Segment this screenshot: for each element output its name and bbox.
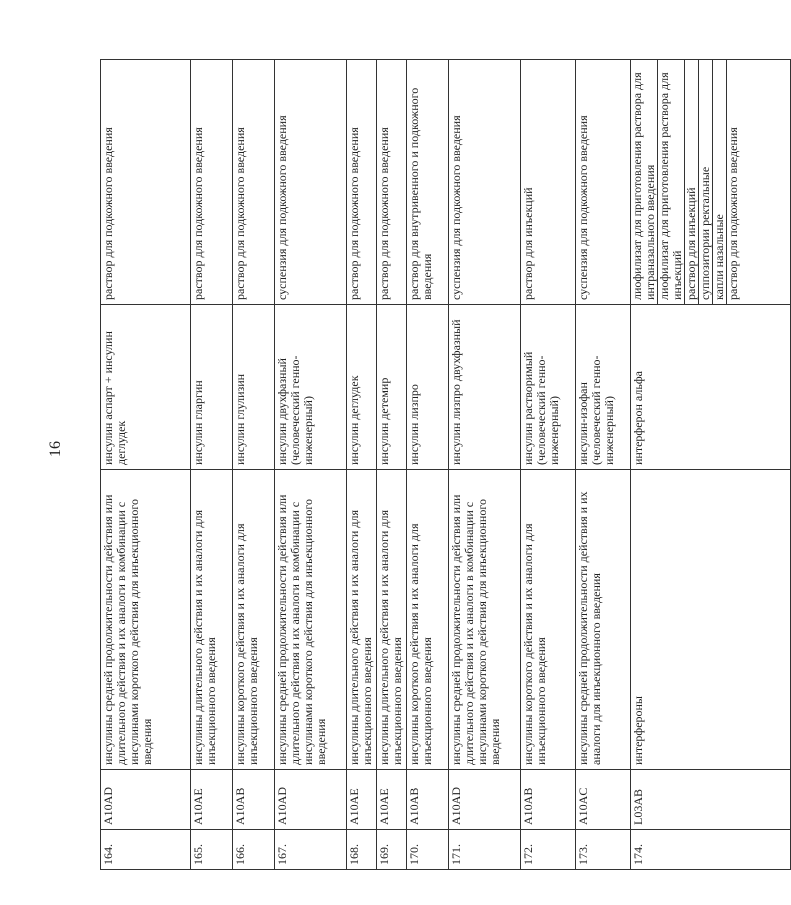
drug-name-cell: инсулин двухфазный (человеческий генно-инженерный) — [275, 305, 347, 470]
table-row — [377, 60, 407, 870]
dosage-form-item: лиофилизат для приготовления раствора для инъекций — [658, 60, 685, 304]
rotated-table-container — [100, 60, 740, 870]
dosage-form-item: раствор для подкожного введения — [377, 127, 391, 300]
drug-group-cell: инсулины средней продолжительности действия и их аналоги для инъекционного введения — [576, 470, 631, 770]
drug-name-cell: инсулин растворимый (человеческий генно-инженерный) — [521, 305, 576, 470]
dosage-form-item: лиофилизат для приготовления раствора для интраназального введения — [631, 60, 658, 304]
dosage-form-item: раствор для подкожного введения — [101, 127, 115, 300]
dosage-form-cell — [191, 60, 233, 305]
table-row — [191, 60, 233, 870]
dosage-form-cell — [275, 60, 347, 305]
drug-group-cell: инсулины короткого действия и их аналоги для инъекционного введения — [521, 470, 576, 770]
drug-name-cell: интерферон альфа — [631, 305, 791, 470]
drug-group-cell: инсулины короткого действия и их аналоги для инъекционного введения — [407, 470, 449, 770]
dosage-form-cell — [521, 60, 576, 305]
drug-name-cell: инсулин деглудек — [347, 305, 377, 470]
row-number-cell: 169. — [377, 830, 407, 870]
dosage-form-item: раствор для подкожного введения — [233, 127, 247, 300]
dosage-form-cell — [377, 60, 407, 305]
dosage-form-item: раствор для подкожного введения — [191, 127, 205, 300]
drug-name-cell: инсулин лизпро — [407, 305, 449, 470]
atc-code-cell: A10AD — [275, 770, 347, 830]
drug-name-cell: инсулин аспарт + инсулин деглудек — [101, 305, 191, 470]
drug-group-cell: интерфероны — [631, 470, 791, 770]
dosage-form-item: раствор для инъекций — [521, 187, 535, 300]
table-row — [521, 60, 576, 870]
drug-group-cell: инсулины короткого действия и их аналоги для инъекционного введения — [233, 470, 275, 770]
dosage-form-item: раствор для подкожного введения — [726, 127, 740, 300]
dosage-form-item: раствор для подкожного введения — [347, 127, 361, 300]
row-number-cell: 166. — [233, 830, 275, 870]
table-row — [631, 60, 791, 870]
atc-code-cell: A10AC — [576, 770, 631, 830]
drug-name-cell: инсулин глулизин — [233, 305, 275, 470]
table-row — [275, 60, 347, 870]
drug-group-cell: инсулины средней продолжительности действия или длительного действия и их аналоги в комбинации с инсулинами короткого действия для инъекционного введения — [449, 470, 521, 770]
drug-name-cell: инсулин-изофан (человеческий генно-инженерный) — [576, 305, 631, 470]
drug-table-body — [101, 60, 791, 870]
dosage-form-cell — [576, 60, 631, 305]
dosage-form-cell — [407, 60, 449, 305]
dosage-form-item: раствор для инъекций — [685, 60, 699, 304]
row-number-cell: 173. — [576, 830, 631, 870]
dosage-form-cell — [449, 60, 521, 305]
dosage-form-item: суппозитории ректальные — [699, 60, 713, 304]
row-number-cell: 164. — [101, 830, 191, 870]
drug-name-cell: инсулин детемир — [377, 305, 407, 470]
dosage-form-item: суспензия для подкожного введения — [275, 115, 289, 300]
row-number-cell: 172. — [521, 830, 576, 870]
atc-code-cell: A10AB — [233, 770, 275, 830]
page-number: 16 — [47, 441, 64, 457]
atc-code-cell: A10AB — [407, 770, 449, 830]
atc-code-cell: L03AB — [631, 770, 791, 830]
dosage-form-cell — [347, 60, 377, 305]
dosage-form-cell — [101, 60, 191, 305]
atc-code-cell: A10AE — [191, 770, 233, 830]
row-number-cell: 165. — [191, 830, 233, 870]
atc-code-cell: A10AD — [101, 770, 191, 830]
drug-name-cell: инсулин лизпро двухфазный — [449, 305, 521, 470]
dosage-form-cell — [233, 60, 275, 305]
drug-table — [100, 59, 791, 870]
table-row — [576, 60, 631, 870]
table-row — [347, 60, 377, 870]
drug-group-cell: инсулины длительного действия и их аналоги для инъекционного введения — [377, 470, 407, 770]
row-number-cell: 167. — [275, 830, 347, 870]
row-number-cell: 170. — [407, 830, 449, 870]
atc-code-cell: A10AE — [377, 770, 407, 830]
row-number-cell: 168. — [347, 830, 377, 870]
table-row — [233, 60, 275, 870]
drug-group-cell: инсулины длительного действия и их аналоги для инъекционного введения — [347, 470, 377, 770]
table-row — [449, 60, 521, 870]
atc-code-cell: A10AB — [521, 770, 576, 830]
table-row — [101, 60, 191, 870]
dosage-form-item: суспензия для подкожного введения — [449, 115, 463, 300]
drug-group-cell: инсулины средней продолжительности действия или длительного действия и их аналоги в комбинации с инсулинами короткого действия для инъекционного введения — [101, 470, 191, 770]
drug-name-cell: инсулин гларгин — [191, 305, 233, 470]
atc-code-cell: A10AE — [347, 770, 377, 830]
drug-group-cell: инсулины средней продолжительности действия или длительного действия и их аналоги в комбинации с инсулинами короткого действия для инъекционного введения — [275, 470, 347, 770]
dosage-form-item: раствор для внутривенного и подкожного введения — [407, 87, 434, 300]
dosage-form-item: капли назальные — [713, 60, 727, 304]
table-row — [407, 60, 449, 870]
dosage-form-item: суспензия для подкожного введения — [576, 115, 590, 300]
row-number-cell: 174. — [631, 830, 791, 870]
dosage-form-cell — [631, 60, 791, 305]
atc-code-cell: A10AD — [449, 770, 521, 830]
row-number-cell: 171. — [449, 830, 521, 870]
drug-group-cell: инсулины длительного действия и их аналоги для инъекционного введения — [191, 470, 233, 770]
